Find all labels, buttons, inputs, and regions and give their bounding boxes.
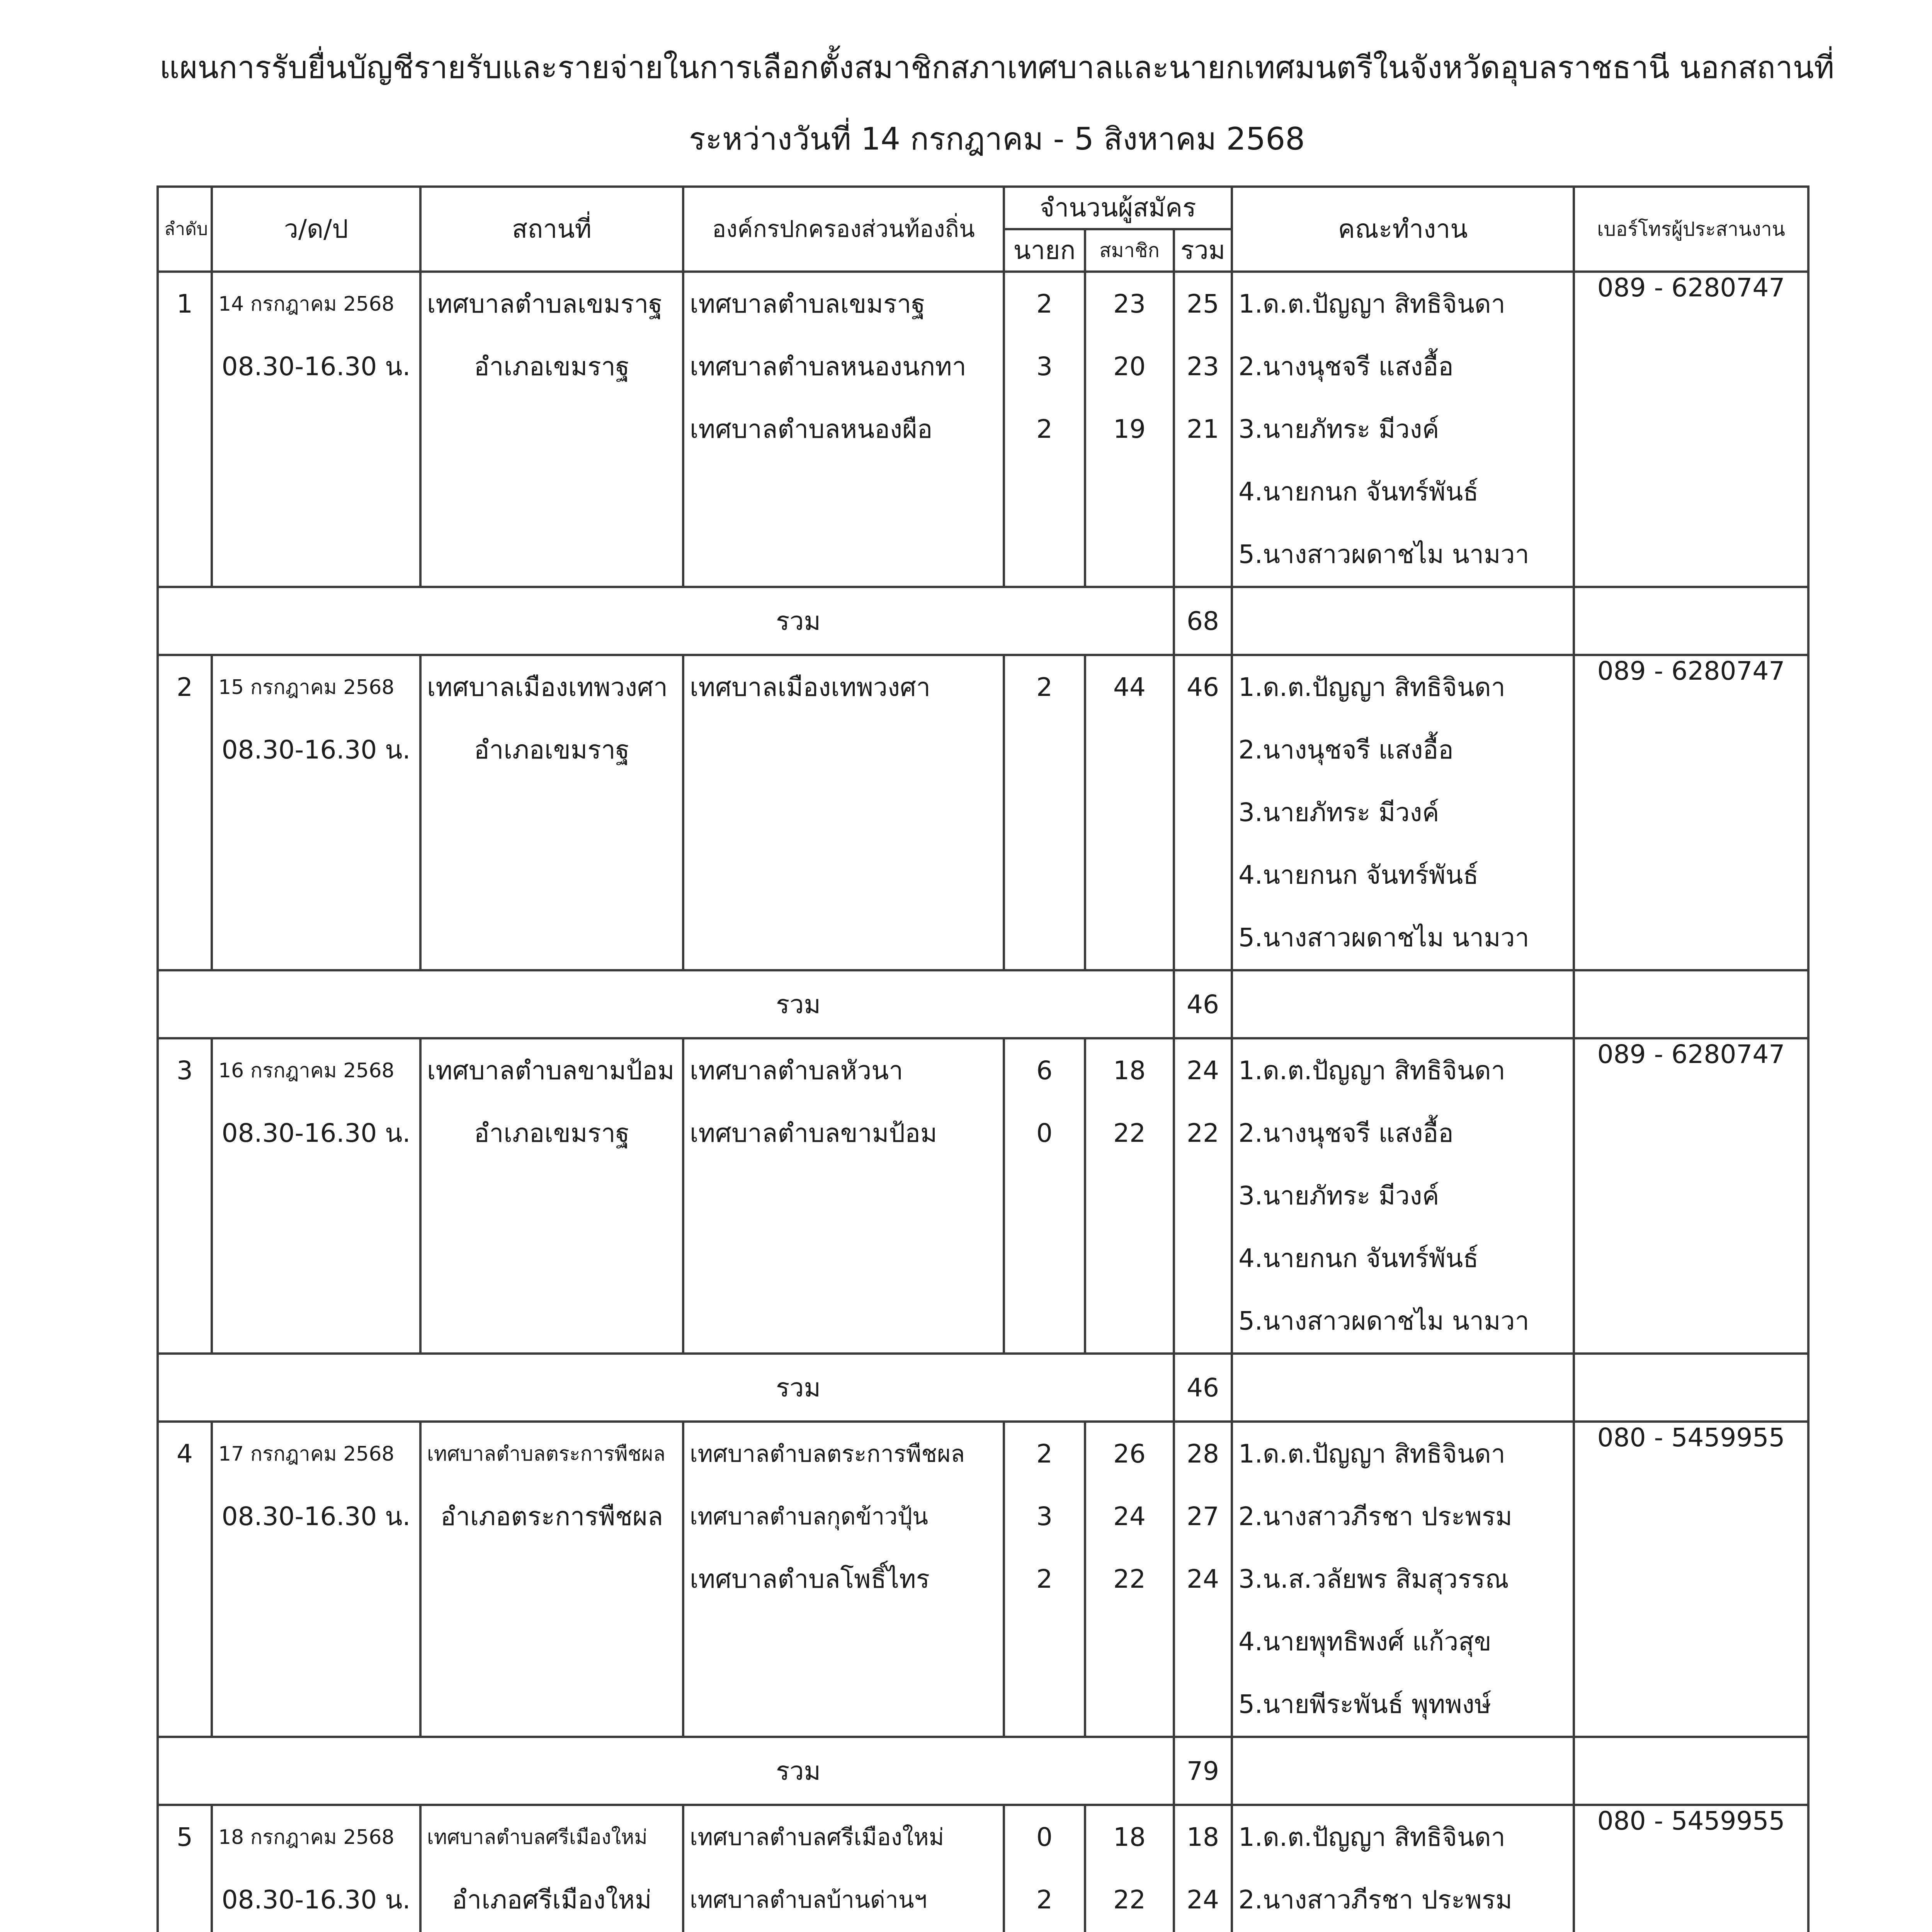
org-name: เทศบาลตำบลตระการพืชผล bbox=[690, 1440, 965, 1468]
team-member: 2.นางนุชจรี แสงอื้อ bbox=[1238, 1118, 1454, 1148]
member-count: 18 bbox=[1113, 1056, 1146, 1085]
schedule-row bbox=[158, 655, 1808, 970]
member-count: 18 bbox=[1113, 1822, 1146, 1852]
total-phone-blank bbox=[1574, 970, 1808, 1038]
org-name: เทศบาลตำบลศรีเมืองใหม่ bbox=[690, 1824, 944, 1851]
header-candidates: จำนวนผู้สมัคร bbox=[1004, 187, 1232, 229]
header-org: องค์กรปกครองส่วนท้องถิ่น bbox=[683, 187, 1004, 272]
date-text: 16 กรกฎาคม 2568 bbox=[218, 1059, 395, 1082]
org-name: เทศบาลตำบลขามป้อม bbox=[690, 1118, 937, 1148]
district-name: อำเภอศรีเมืองใหม่ bbox=[452, 1885, 652, 1915]
org-name: เทศบาลเมืองเทพวงศา bbox=[690, 672, 931, 702]
team-cell bbox=[1232, 655, 1574, 970]
total-label: รวม bbox=[158, 1354, 1174, 1422]
org-name: เทศบาลตำบลบ้านด่านฯ bbox=[690, 1886, 927, 1913]
org-name: เทศบาลตำบลหนองผือ bbox=[690, 414, 933, 444]
district-name: อำเภอตระการพืชผล bbox=[440, 1502, 663, 1531]
mayor-count: 0 bbox=[1036, 1822, 1053, 1852]
team-member: 5.นายพีระพันธ์ พุทพงษ์ bbox=[1238, 1689, 1492, 1719]
phone-cell bbox=[1574, 1805, 1808, 1932]
header-sum: รวม bbox=[1174, 229, 1232, 272]
mayor-count: 6 bbox=[1036, 1056, 1053, 1085]
mayor-count-cell bbox=[1004, 655, 1085, 970]
sum-count: 22 bbox=[1187, 1118, 1219, 1148]
member-count-cell bbox=[1085, 1422, 1174, 1737]
district-name: อำเภอเขมราฐ bbox=[474, 352, 630, 381]
header-team: คณะทำงาน bbox=[1232, 187, 1574, 272]
sum-count-cell bbox=[1174, 272, 1232, 587]
header-member: สมาชิก bbox=[1085, 229, 1174, 272]
sum-count: 46 bbox=[1187, 672, 1219, 702]
row-number-cell bbox=[158, 1805, 212, 1932]
schedule-row bbox=[158, 272, 1808, 587]
total-team-blank bbox=[1232, 587, 1574, 655]
team-cell bbox=[1232, 272, 1574, 587]
total-row bbox=[158, 970, 1808, 1038]
district-name: อำเภอเขมราฐ bbox=[474, 735, 630, 765]
place-cell bbox=[420, 1038, 683, 1354]
row-number-cell bbox=[158, 655, 212, 970]
document-title: แผนการรับยื่นบัญชีรายรับและรายจ่ายในการเลือกตั้งสมาชิกสภาเทศบาลและนายกเทศมนตรีในจังหวัดอุบลราชธานี นอกสถานที่ bbox=[159, 49, 1835, 85]
team-member: 1.ด.ต.ปัญญา สิทธิจินดา bbox=[1238, 1439, 1505, 1469]
place-cell bbox=[420, 1805, 683, 1932]
place-name: เทศบาลตำบลศรีเมืองใหม่ bbox=[427, 1826, 648, 1849]
time-text: 08.30-16.30 น. bbox=[221, 352, 411, 381]
row-number: 5 bbox=[177, 1822, 193, 1852]
time-text: 08.30-16.30 น. bbox=[221, 1118, 411, 1148]
place-name: เทศบาลตำบลตระการพืชผล bbox=[427, 1442, 666, 1466]
sum-count-cell bbox=[1174, 655, 1232, 970]
coordinator-phone: 089 - 6280747 bbox=[1597, 273, 1785, 303]
org-cell bbox=[683, 1805, 1004, 1932]
coordinator-phone: 080 - 5459955 bbox=[1597, 1423, 1785, 1452]
org-cell bbox=[683, 272, 1004, 587]
team-member: 1.ด.ต.ปัญญา สิทธิจินดา bbox=[1238, 672, 1505, 702]
total-label: รวม bbox=[158, 970, 1174, 1038]
member-count-cell bbox=[1085, 272, 1174, 587]
total-label: รวม bbox=[158, 1737, 1174, 1805]
team-cell bbox=[1232, 1805, 1574, 1932]
coordinator-phone: 080 - 5459955 bbox=[1597, 1806, 1785, 1836]
team-member: 2.นางนุชจรี แสงอื้อ bbox=[1238, 352, 1454, 381]
org-cell bbox=[683, 1038, 1004, 1354]
total-row bbox=[158, 1737, 1808, 1805]
org-name: เทศบาลตำบลหนองนกทา bbox=[690, 352, 966, 381]
team-member: 4.นายพุทธิพงศ์ แก้วสุข bbox=[1238, 1627, 1492, 1656]
place-name: เทศบาลเมืองเทพวงศา bbox=[427, 672, 668, 702]
member-count: 20 bbox=[1113, 352, 1146, 381]
district-name: อำเภอเขมราฐ bbox=[474, 1118, 630, 1148]
mayor-count: 3 bbox=[1036, 1502, 1053, 1531]
schedule-row bbox=[158, 1038, 1808, 1354]
date-cell bbox=[212, 1422, 420, 1737]
member-count: 24 bbox=[1113, 1502, 1146, 1531]
team-member: 1.ด.ต.ปัญญา สิทธิจินดา bbox=[1238, 1822, 1505, 1852]
mayor-count: 2 bbox=[1036, 1885, 1053, 1915]
sum-count: 24 bbox=[1187, 1885, 1219, 1915]
member-count: 22 bbox=[1113, 1118, 1146, 1148]
member-count: 26 bbox=[1113, 1439, 1146, 1469]
sum-count-cell bbox=[1174, 1038, 1232, 1354]
org-name: เทศบาลตำบลโพธิ์ไทร bbox=[690, 1564, 930, 1594]
team-cell bbox=[1232, 1038, 1574, 1354]
member-count: 22 bbox=[1113, 1564, 1146, 1594]
row-number: 3 bbox=[177, 1056, 193, 1085]
time-text: 08.30-16.30 น. bbox=[221, 1502, 411, 1531]
phone-cell bbox=[1574, 655, 1808, 970]
time-text: 08.30-16.30 น. bbox=[221, 735, 411, 765]
row-number: 2 bbox=[177, 672, 193, 702]
date-cell bbox=[212, 1038, 420, 1354]
total-label: รวม bbox=[158, 587, 1174, 655]
mayor-count-cell bbox=[1004, 1805, 1085, 1932]
mayor-count-cell bbox=[1004, 1038, 1085, 1354]
sum-count: 18 bbox=[1187, 1822, 1219, 1852]
schedule-row bbox=[158, 1805, 1808, 1932]
phone-cell bbox=[1574, 1422, 1808, 1737]
org-name: เทศบาลตำบลเขมราฐ bbox=[690, 289, 925, 319]
mayor-count: 2 bbox=[1036, 414, 1053, 444]
sum-count-cell bbox=[1174, 1422, 1232, 1737]
document-subtitle: ระหว่างวันที่ 14 กรกฎาคม - 5 สิงหาคม 2568 bbox=[689, 121, 1305, 157]
member-count: 19 bbox=[1113, 414, 1146, 444]
total-team-blank bbox=[1232, 970, 1574, 1038]
team-member: 4.นายกนก จันทร์พันธ์ bbox=[1238, 860, 1479, 890]
row-number: 1 bbox=[177, 289, 193, 319]
mayor-count: 2 bbox=[1036, 289, 1053, 319]
mayor-count-cell bbox=[1004, 272, 1085, 587]
total-value: 79 bbox=[1174, 1737, 1232, 1805]
total-team-blank bbox=[1232, 1354, 1574, 1422]
place-cell bbox=[420, 1422, 683, 1737]
place-cell bbox=[420, 272, 683, 587]
member-count: 22 bbox=[1113, 1885, 1146, 1915]
schedule-table bbox=[156, 185, 1810, 1932]
org-name: เทศบาลตำบลกุดข้าวปุ้น bbox=[690, 1503, 928, 1530]
header-mayor: นายก bbox=[1004, 229, 1085, 272]
member-count-cell bbox=[1085, 655, 1174, 970]
member-count-cell bbox=[1085, 1805, 1174, 1932]
team-member: 4.นายกนก จันทร์พันธ์ bbox=[1238, 477, 1479, 507]
org-cell bbox=[683, 655, 1004, 970]
row-number-cell bbox=[158, 1038, 212, 1354]
total-phone-blank bbox=[1574, 1737, 1808, 1805]
team-member: 3.นายภัทระ มีวงค์ bbox=[1238, 798, 1439, 827]
place-name: เทศบาลตำบลขามป้อม bbox=[427, 1056, 675, 1085]
team-member: 5.นางสาวผดาชไม นามวา bbox=[1238, 923, 1529, 952]
header-place: สถานที่ bbox=[420, 187, 683, 272]
sum-count: 23 bbox=[1187, 352, 1219, 381]
member-count: 23 bbox=[1113, 289, 1146, 319]
team-member: 3.นายภัทระ มีวงค์ bbox=[1238, 414, 1439, 444]
row-number: 4 bbox=[177, 1439, 193, 1469]
total-team-blank bbox=[1232, 1737, 1574, 1805]
team-member: 2.นางสาวภีรชา ประพรม bbox=[1238, 1502, 1512, 1531]
total-value: 46 bbox=[1174, 970, 1232, 1038]
total-value: 68 bbox=[1174, 587, 1232, 655]
total-phone-blank bbox=[1574, 1354, 1808, 1422]
mayor-count: 2 bbox=[1036, 1564, 1053, 1594]
header-date: ว/ด/ป bbox=[212, 187, 420, 272]
sum-count: 21 bbox=[1187, 414, 1219, 444]
total-phone-blank bbox=[1574, 587, 1808, 655]
org-cell bbox=[683, 1422, 1004, 1737]
team-member: 1.ด.ต.ปัญญา สิทธิจินดา bbox=[1238, 289, 1505, 319]
sum-count: 25 bbox=[1187, 289, 1219, 319]
sum-count: 27 bbox=[1187, 1502, 1219, 1531]
team-member: 1.ด.ต.ปัญญา สิทธิจินดา bbox=[1238, 1056, 1505, 1085]
mayor-count: 2 bbox=[1036, 672, 1053, 702]
team-member: 2.นางนุชจรี แสงอื้อ bbox=[1238, 735, 1454, 765]
date-text: 14 กรกฎาคม 2568 bbox=[218, 293, 395, 316]
mayor-count: 0 bbox=[1036, 1118, 1053, 1148]
schedule-row bbox=[158, 1422, 1808, 1737]
phone-cell bbox=[1574, 1038, 1808, 1354]
mayor-count-cell bbox=[1004, 1422, 1085, 1737]
team-member: 3.นายภัทระ มีวงค์ bbox=[1238, 1181, 1439, 1211]
date-cell bbox=[212, 1805, 420, 1932]
org-name: เทศบาลตำบลหัวนา bbox=[690, 1056, 903, 1085]
coordinator-phone: 089 - 6280747 bbox=[1597, 656, 1785, 686]
date-cell bbox=[212, 655, 420, 970]
place-name: เทศบาลตำบลเขมราฐ bbox=[427, 289, 663, 319]
date-text: 15 กรกฎาคม 2568 bbox=[218, 676, 395, 699]
team-member: 5.นางสาวผดาชไม นามวา bbox=[1238, 539, 1529, 569]
date-text: 18 กรกฎาคม 2568 bbox=[218, 1826, 395, 1849]
team-member: 4.นายกนก จันทร์พันธ์ bbox=[1238, 1243, 1479, 1273]
sum-count: 28 bbox=[1187, 1439, 1219, 1469]
row-number-cell bbox=[158, 1422, 212, 1737]
team-member: 2.นางสาวภีรชา ประพรม bbox=[1238, 1885, 1512, 1915]
date-text: 17 กรกฎาคม 2568 bbox=[218, 1442, 395, 1466]
coordinator-phone: 089 - 6280747 bbox=[1597, 1039, 1785, 1069]
team-member: 5.นางสาวผดาชไม นามวา bbox=[1238, 1306, 1529, 1336]
place-cell bbox=[420, 655, 683, 970]
time-text: 08.30-16.30 น. bbox=[221, 1885, 411, 1915]
header-no: ลำดับ bbox=[158, 187, 212, 272]
team-member: 3.น.ส.วลัยพร สิมสุวรรณ bbox=[1238, 1564, 1509, 1594]
sum-count: 24 bbox=[1187, 1056, 1219, 1085]
row-number-cell bbox=[158, 272, 212, 587]
mayor-count: 3 bbox=[1036, 352, 1053, 381]
mayor-count: 2 bbox=[1036, 1439, 1053, 1469]
sum-count-cell bbox=[1174, 1805, 1232, 1932]
total-row bbox=[158, 1354, 1808, 1422]
total-row bbox=[158, 587, 1808, 655]
team-cell bbox=[1232, 1422, 1574, 1737]
header-phone: เบอร์โทรผู้ประสานงาน bbox=[1574, 187, 1808, 272]
total-value: 46 bbox=[1174, 1354, 1232, 1422]
phone-cell bbox=[1574, 272, 1808, 587]
member-count: 44 bbox=[1113, 672, 1146, 702]
sum-count: 24 bbox=[1187, 1564, 1219, 1594]
date-cell bbox=[212, 272, 420, 587]
member-count-cell bbox=[1085, 1038, 1174, 1354]
